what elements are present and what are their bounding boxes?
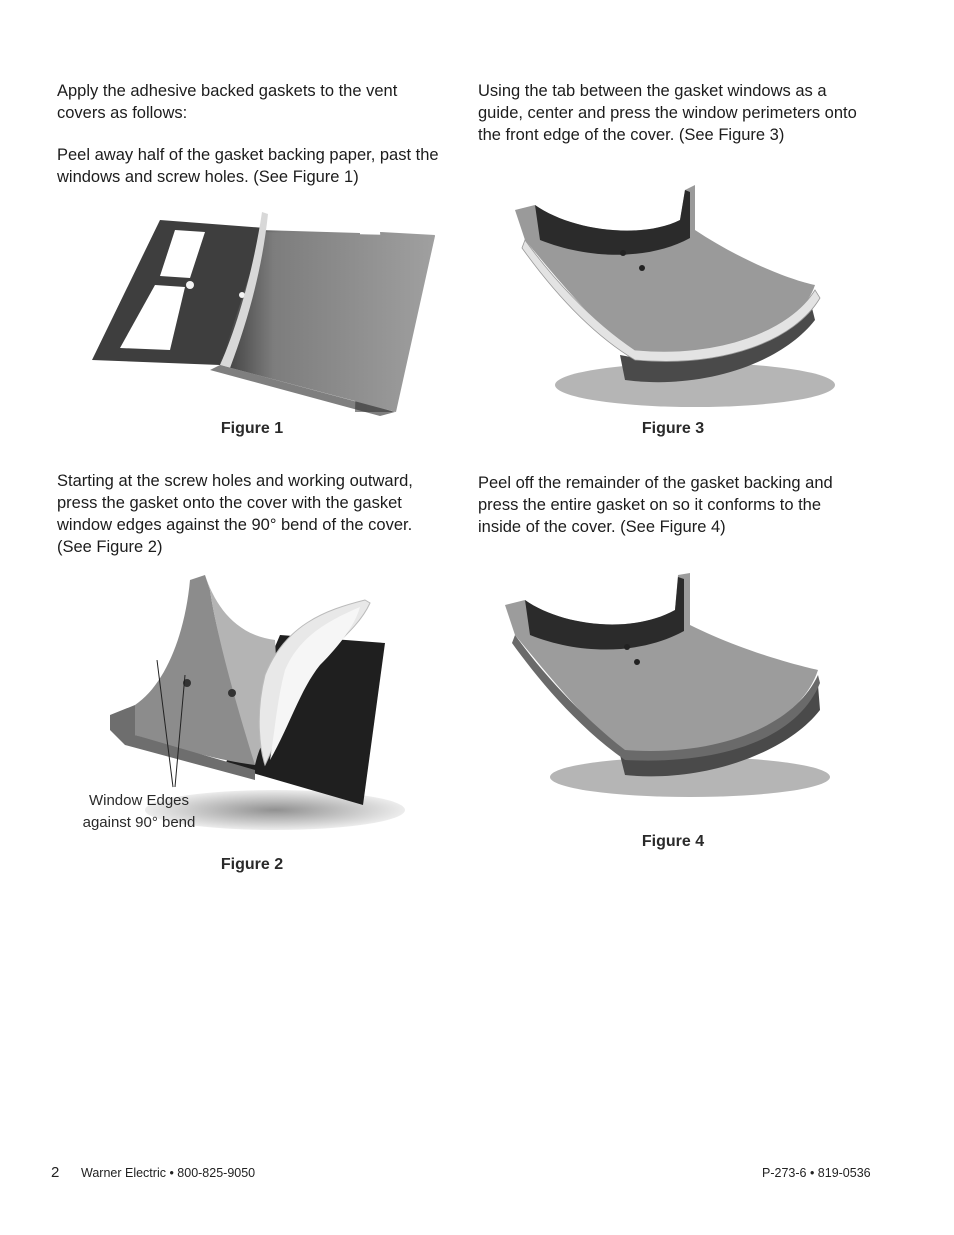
figure4-image	[500, 565, 830, 800]
figure2-callout	[70, 790, 208, 834]
step3-paragraph: Using the tab between the gasket windows as a guide, center and press the window perimeters onto the front edge of the cover. (See Figure 3)	[478, 82, 857, 144]
figure1-caption: Figure 1	[220, 420, 284, 437]
figure3-image	[510, 180, 835, 415]
footer-doc-code: P-273-6 • 819-0536	[762, 1166, 871, 1180]
intro-paragraph: Apply the adhesive backed gaskets to the vent covers as follows:	[57, 82, 398, 122]
figure1-image	[80, 200, 440, 420]
figure4-caption: Figure 4	[641, 833, 705, 850]
figure2-callout-line1: Window Edges	[88, 792, 190, 809]
step2-paragraph: Starting at the screw holes and working outward, press the gasket onto the cover with the gasket window edges against the 90° bend of the cover. (See Figure 2)	[57, 472, 413, 556]
figure3-caption: Figure 3	[641, 420, 705, 437]
figure2-caption: Figure 2	[220, 856, 284, 873]
step4-paragraph: Peel off the remainder of the gasket backing and press the entire gasket on so it conforms to the inside of the cover. (See Figure 4)	[478, 474, 833, 536]
footer-company: Warner Electric • 800-825-9050	[81, 1166, 256, 1180]
figure2-callout-line2: against 90° bend	[82, 814, 196, 831]
page-number: 2	[51, 1164, 60, 1181]
step1-paragraph: Peel away half of the gasket backing paper, past the windows and screw holes. (See Figure 1)	[57, 146, 439, 186]
